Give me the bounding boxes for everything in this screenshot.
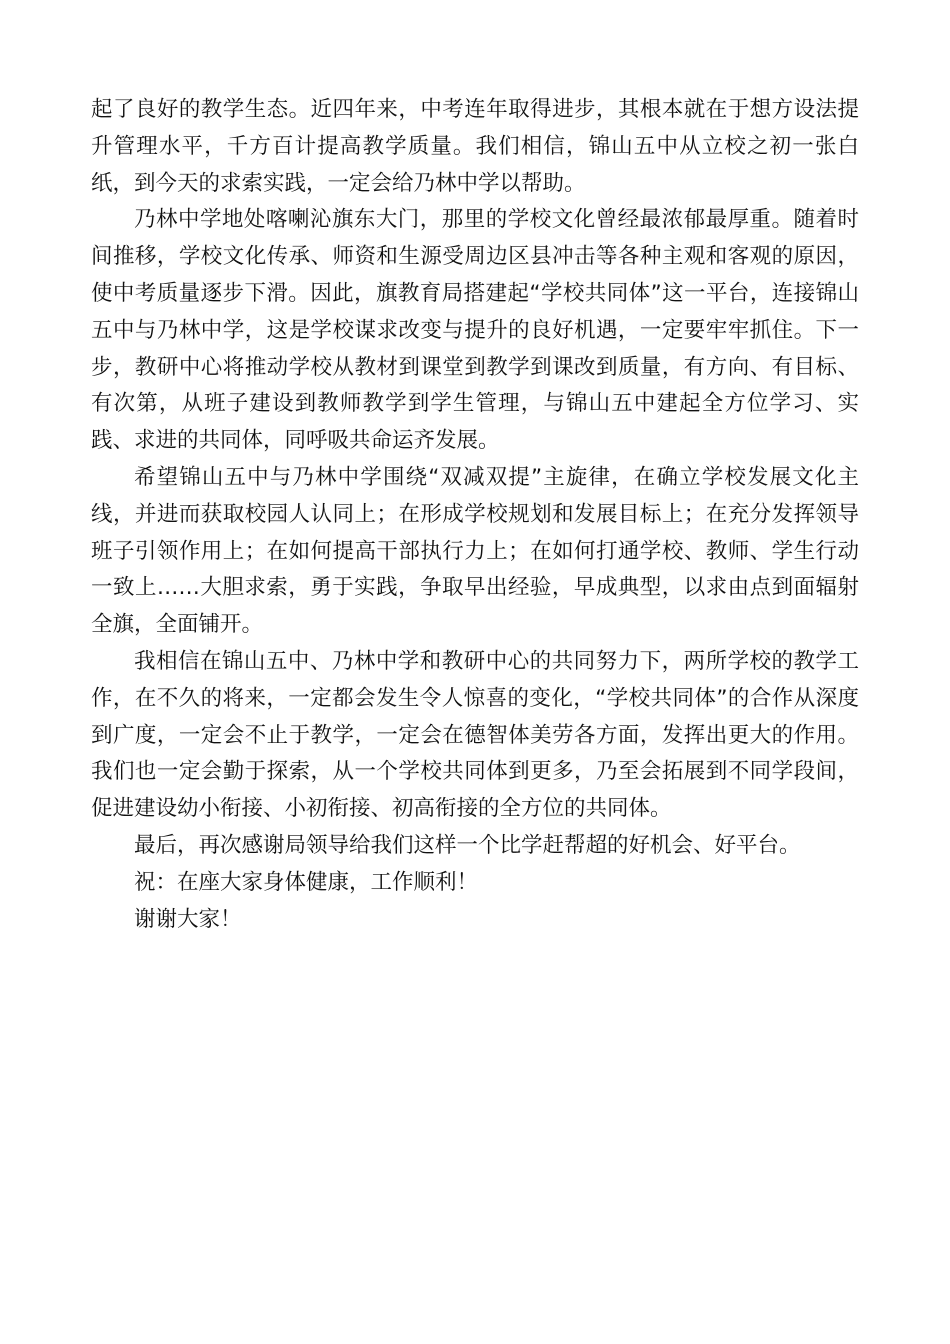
paragraph-hope: 希望锦山五中与乃林中学围绕“双减双提”主旋律，在确立学校发展文化主线，并进而获取校园人认同上；在形成学校规划和发展目标上；在充分发挥领导班子引领作用上；在如何提高干部执行力上；在如何打通学校、教师、学生行动一致上……大胆求索，勇于实践，争取早出经验，早成典型，以求由点到面辐射全旗，全面铺开。	[91, 464, 859, 638]
paragraph-belief: 我相信在锦山五中、乃林中学和教研中心的共同努力下，两所学校的教学工作，在不久的将来，一定都会发生令人惊喜的变化，“学校共同体”的合作从深度到广度，一定会不止于教学，一定会在德智体美劳各方面，发挥出更大的作用。我们也一定会勤于探索，从一个学校共同体到更多，乃至会拓展到不同学段间，促进建设幼小衔接、小初衔接、初高衔接的全方位的共同体。	[91, 648, 859, 822]
paragraph-closing: 谢谢大家！	[134, 906, 242, 932]
paragraph-thanks: 最后，再次感谢局领导给我们这样一个比学赶帮超的好机会、好平台。	[134, 832, 801, 858]
paragraph-nailin-school: 乃林中学地处喀喇沁旗东大门，那里的学校文化曾经最浓郁最厚重。随着时间推移，学校文化传承、师资和生源受周边区县冲击等各种主观和客观的原因，使中考质量逐步下滑。因此，旗教育局搭建起“学校共同体”这一平台，连接锦山五中与乃林中学，这是学校谋求改变与提升的良好机遇，一定要牢牢抓住。下一步，教研中心将推动学校从教材到课堂到教学到课改到质量，有方向、有目标、有次第，从班子建设到教师教学到学生管理，与锦山五中建起全方位学习、实践、求进的共同体，同呼吸共命运齐发展。	[91, 207, 859, 454]
paragraph-continuation: 起了良好的教学生态。近四年来，中考连年取得进步，其根本就在于想方设法提升管理水平，千方百计提高教学质量。我们相信，锦山五中从立校之初一张白纸，到今天的求索实践，一定会给乃林中学以帮助。	[91, 97, 859, 196]
document-body	[91, 92, 859, 938]
paragraph-wishes: 祝：在座大家身体健康，工作顺利！	[134, 869, 479, 895]
